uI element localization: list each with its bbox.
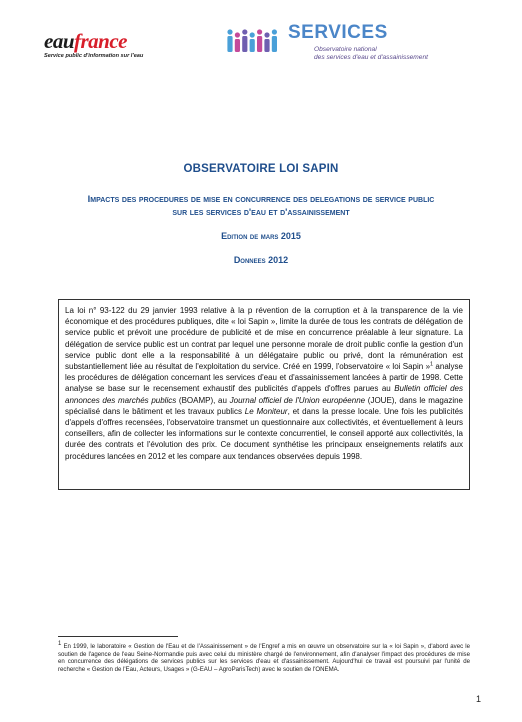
services-subtitle-line2: des services d'eau et d'assainissement — [314, 54, 428, 61]
services-title: SERVICES — [288, 22, 388, 43]
brand-prefix: eau — [44, 29, 74, 53]
eaufrance-wordmark — [44, 30, 194, 52]
boamp-suffix: (BOAMP), au — [176, 395, 230, 405]
footnote-reference[interactable]: 1 — [430, 361, 434, 368]
figure-body — [272, 36, 277, 52]
data-year-label: Donnees 2012 — [233, 255, 289, 265]
figure-body — [235, 39, 240, 52]
intro-text-end: , et dans la presse locale. Une fois les publicités d'appels d'offres recensées, l'observatoire transmet un questionnaire aux collectivités, et éventuellement à leurs conseillers, afin de collecter les informations sur le contexte concurrentiel, le conseil apporté aux collectivités, la durée des contrats et l'évolution des prix. Ce document synthétise les principaux enseignements relatifs aux procédures lancées en 2012 et les compare aux tendances observées depuis 1998. — [65, 406, 464, 461]
footnote-separator — [58, 636, 178, 637]
intro-text-start: La loi n° 93-122 du 29 janvier 1993 relative à la p révention de la corruption et à la transparence de la vie économique et des procédures publiques, dite « loi Sapin », limite la durée de tous les contrats de délégation de service public et prévoit une procédure de publicité et de mise en concurrence préalable à leur signature. La délégation de service public est un contrat par lequel une personne morale de droit public confie la gestion d'un service public dont elle a la responsabilité à un délégataire public ou privé, dont la rémunération est substantiellement liée au résultat de l'exploitation du service. Créé en 1999, l'observatoire « loi Sapin » — [65, 306, 463, 372]
eaufrance-logo — [44, 30, 194, 59]
document-subtitle — [0, 192, 522, 218]
subtitle-line2: sur les services d'eau et d'assainissement — [172, 206, 350, 217]
intro-paragraph-box — [58, 299, 470, 490]
figure-head — [250, 32, 255, 37]
people-figures-icon — [226, 26, 282, 56]
services-subtitle-line1: Observatoire national — [314, 46, 377, 53]
subtitle-line1: Impacts des procedures de mise en concurrence des delegations de service public — [87, 193, 435, 204]
figure-head — [235, 32, 240, 37]
figure-body — [264, 39, 269, 52]
figure-body — [242, 36, 247, 52]
services-subtitle — [314, 46, 428, 62]
figure-head — [257, 29, 262, 34]
footnote-text: En 1999, le laboratoire « Gestion de l'Eau et de l'Assainissement » de l'Engref a mis en œuvre un observatoire sur la « loi Sapin », d'abord avec le soutien de l'agence de l'eau Seine-Normandie puis avec celui du ministère chargé de l'environnement, afin d'analyser l'impact des procédures de mise en concurrence des délégations de services publics sur les services d'eau et d'assainissement. Aujourd'hui ce travail est poursuivi par l'unité de recherche « Gestion de l'Eau, Acteurs, Usages » (G-EAU – AgroParisTech) avec le soutien de l'ONEMA. — [58, 643, 470, 673]
document-title: OBSERVATOIRE LOI SAPIN — [183, 163, 339, 175]
joue-title: Journal officiel de l'Union européenne — [229, 395, 366, 405]
services-logo — [226, 22, 486, 68]
eaufrance-tagline: Service public d'information sur l'eau — [44, 53, 144, 59]
figure-body — [227, 36, 232, 52]
figure-body — [250, 39, 255, 52]
page-number: 1 — [476, 694, 482, 704]
boamp-title: Bulletin officiel des annonces des marchés publics — [65, 384, 463, 405]
figure-head — [227, 29, 232, 34]
joue-suffix: (JOUE), dans le magazine spécialisé dans le bâtiment et les travaux publics — [65, 395, 463, 416]
footnote-number: 1 — [58, 640, 62, 647]
intro-text-mid: analyse les procédures de délégation concernant les services d'eau et d'assainissement lancées à partir de 1998. Cette analyse se base sur le recensement exhaustif des publicités d'appels d'offres parues au — [65, 362, 463, 394]
footnote — [58, 640, 470, 673]
figure-head — [272, 29, 277, 34]
figure-head — [242, 29, 247, 34]
figure-body — [257, 36, 262, 52]
brand-suffix: france — [74, 29, 127, 53]
figure-head — [264, 32, 269, 37]
moniteur-title: Le Moniteur — [244, 406, 288, 416]
edition-label: Edition de mars 2015 — [221, 231, 301, 241]
